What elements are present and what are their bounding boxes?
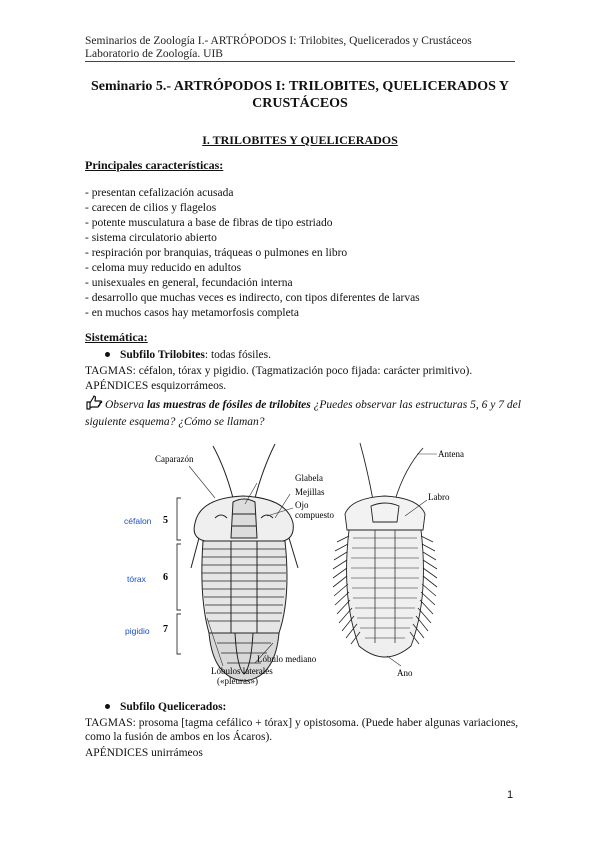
label-lobulo-mediano: Lóbulo mediano xyxy=(257,654,317,664)
observe-text-bold: las muestras de fósiles de trilobites xyxy=(146,399,311,411)
trilobites-bullet xyxy=(105,348,545,362)
header-rule xyxy=(85,61,515,62)
tagma-brackets xyxy=(177,498,181,654)
label-5: 5 xyxy=(163,515,168,526)
pointing-hand-icon xyxy=(85,395,103,415)
list-item: - celoma muy reducido en adultos xyxy=(85,262,242,274)
characteristics-list xyxy=(85,186,420,321)
bullet-dot xyxy=(105,352,110,357)
quelicerados-appendices: APÉNDICES unirrámeos xyxy=(85,747,203,759)
label-ano: Ano xyxy=(397,668,413,678)
label-mejillas: Mejillas xyxy=(295,487,325,497)
list-item: - desarrollo que muchas veces es indirecto, con tipos diferentes de larvas xyxy=(85,292,420,304)
systematics-heading: Sistemática: xyxy=(85,330,148,344)
dorsal-trilobite xyxy=(191,444,298,681)
label-ojo: Ojo xyxy=(295,500,309,510)
observe-paragraph xyxy=(85,395,525,429)
trilobites-appendices: APÉNDICES esquizorrámeos. xyxy=(85,380,227,392)
label-caparazon: Caparazón xyxy=(155,454,194,464)
trilobites-desc: : todas fósiles. xyxy=(204,349,272,361)
label-lobulos-laterales: Lóbulos laterales xyxy=(211,666,273,676)
observe-text-1: Observa xyxy=(105,399,147,411)
bullet-dot xyxy=(105,704,110,709)
label-glabela: Glabela xyxy=(295,473,323,483)
list-item: - unisexuales en general, fecundación interna xyxy=(85,277,293,289)
page-title xyxy=(85,78,515,112)
page-number: 1 xyxy=(507,789,514,801)
quelicerados-subphylum: Subfilo Quelicerados: xyxy=(120,701,227,713)
annotation-torax: tórax xyxy=(127,574,146,584)
header-line-1: Seminarios de Zoología I.- ARTRÓPODOS I: Trilobites, Quelicerados y Crustáceos xyxy=(85,35,472,47)
label-6: 6 xyxy=(163,572,168,583)
title-line-1: Seminario 5.- ARTRÓPODOS I: TRILOBITES, QUELICERADOS Y xyxy=(90,79,510,94)
annotation-cefalon: céfalon xyxy=(124,516,152,526)
trilobites-subphylum: Subfilo Trilobites xyxy=(120,349,205,361)
quelicerados-tagmas: TAGMAS: prosoma [tagma cefálico + tórax] y opistosoma. (Puede haber algunas variaciones, como la fusión de ambos en los Ácaros). xyxy=(85,717,519,743)
trilobite-diagram xyxy=(105,438,505,696)
trilobite-figure xyxy=(105,438,505,696)
list-item: - carecen de cilios y flagelos xyxy=(85,202,217,214)
label-pleuras: («pleuras») xyxy=(217,676,258,686)
annotation-pigidio: pigidio xyxy=(125,626,150,636)
title-line-2: CRUSTÁCEOS xyxy=(252,96,348,111)
list-item: - potente musculatura a base de fibras de tipo estriado xyxy=(85,217,333,229)
trilobites-tagmas: TAGMAS: céfalon, tórax y pigidio. (Tagmatización poco fijada: carácter primitivo). xyxy=(85,365,473,377)
list-item: - presentan cefalización acusada xyxy=(85,187,234,199)
label-compuesto: compuesto xyxy=(295,510,334,520)
observe-text-2: ¿Puedes observar las estructuras 5, 6 y 7 del siguiente esquema? ¿Cómo se llaman? xyxy=(85,399,521,428)
label-labro: Labro xyxy=(428,492,450,502)
header-line-2: Laboratorio de Zoología. UIB xyxy=(85,48,223,60)
list-item: - en muchos casos hay metamorfosis completa xyxy=(85,307,299,319)
list-item: - sistema circulatorio abierto xyxy=(85,232,217,244)
section-heading: I. TRILOBITES Y QUELICERADOS xyxy=(202,133,398,147)
label-7: 7 xyxy=(163,624,168,635)
characteristics-heading: Principales características: xyxy=(85,158,224,172)
list-item: - respiración por branquias, tráqueas o pulmones en libro xyxy=(85,247,348,259)
quelicerados-bullet xyxy=(105,700,545,714)
ventral-trilobite xyxy=(333,443,437,657)
label-antena: Antena xyxy=(438,449,464,459)
